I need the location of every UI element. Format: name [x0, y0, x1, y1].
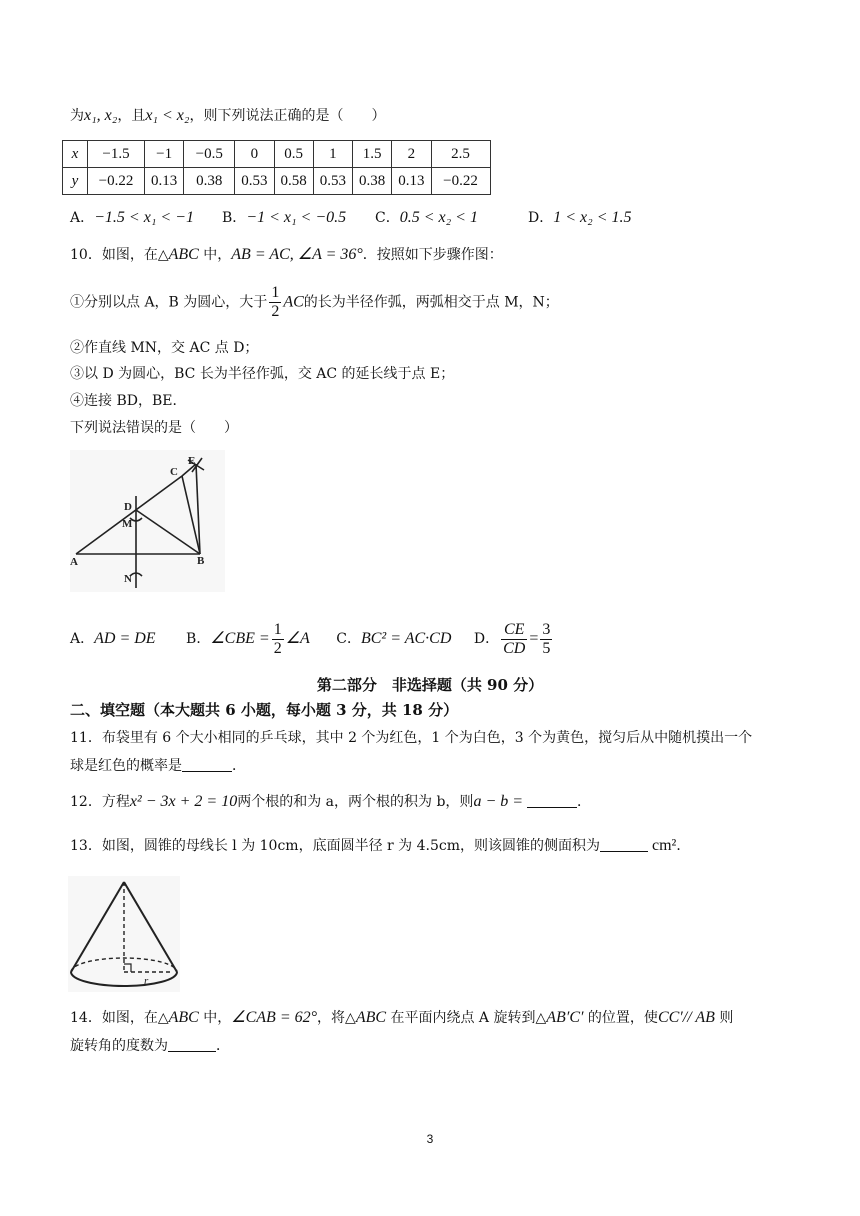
q14-angle: ∠CAB = 62°	[231, 1009, 318, 1026]
q9-option-c	[375, 207, 478, 227]
fraction	[269, 284, 281, 321]
table-row-y	[63, 168, 491, 195]
fraction-denominator: 5	[542, 639, 551, 657]
q11-line1: 11．布袋里有 6 个大小相同的乒乓球，其中 2 个为红色，1 个为白色，3 个为黄色，搅匀后从中随机摸出一个	[70, 730, 753, 746]
option-text: −1 < x₁ < −0.5	[246, 209, 347, 226]
q14-end: ．	[216, 1038, 230, 1054]
q10-stem-text-2: 中，	[198, 247, 232, 263]
q10-option-a-text: AD = DE	[94, 630, 156, 647]
q12-text: 12．方程	[70, 794, 130, 810]
q10-triangle: ABC	[168, 246, 199, 263]
label-m: M	[122, 518, 133, 530]
q12-expression: a − b =	[473, 793, 524, 810]
table-cell: 0	[235, 141, 274, 168]
q10-option-b-text-2: ∠A	[285, 630, 310, 647]
fraction	[501, 621, 527, 658]
q11-end: ．	[232, 758, 246, 774]
q14-text-2: 中，	[198, 1010, 232, 1026]
answer-blank[interactable]	[527, 793, 577, 808]
label-e: E	[188, 455, 196, 467]
q10-stem	[70, 245, 503, 265]
table-cell: 1	[313, 141, 352, 168]
fraction-denominator: 2	[271, 303, 280, 320]
q9-option-b	[222, 207, 346, 227]
q11-text: 球是红色的概率是	[70, 758, 182, 774]
option-text: −1.5 < x₁ < −1	[94, 209, 194, 226]
label-b: B	[197, 555, 205, 567]
table-cell: 2.5	[431, 141, 490, 168]
label-d: D	[124, 501, 132, 513]
option-letter: A．	[70, 210, 95, 226]
q14-text-4: 在平面内绕点 A 旋转到△	[386, 1010, 547, 1026]
table-cell: −0.5	[184, 141, 235, 168]
table-cell: 1.5	[353, 141, 392, 168]
table-cell: 0.5	[274, 141, 313, 168]
table-cell: −1.5	[88, 141, 145, 168]
answer-blank[interactable]	[182, 757, 232, 772]
q14-triangle: ABC	[168, 1009, 199, 1026]
q13-cone-figure	[68, 876, 180, 992]
q9-roots: x₁, x₂	[84, 107, 118, 124]
q10-ask: 下列说法错误的是（ ）	[70, 420, 238, 436]
fraction	[540, 621, 552, 658]
fraction	[272, 621, 284, 658]
answer-blank[interactable]	[168, 1037, 216, 1052]
q14-text-5: 的位置，使	[583, 1010, 658, 1026]
table-cell: 0.38	[184, 168, 235, 195]
table-cell: 0.53	[313, 168, 352, 195]
q14-triangle-3: AB′C′	[546, 1009, 584, 1026]
q10-stem-text: 10．如图，在△	[70, 247, 169, 263]
table-cell: −0.22	[431, 168, 490, 195]
option-letter: C．	[336, 631, 361, 647]
q12-equation: x² − 3x + 2 = 10	[129, 793, 238, 810]
page-number: 3	[426, 1132, 434, 1146]
q10-step3: ③以 D 为圆心，BC 长为半径作弧，交 AC 的延长线于点 E；	[70, 366, 455, 382]
option-letter: B．	[222, 210, 247, 226]
option-letter: B．	[186, 631, 211, 647]
segment-ac: AC	[283, 293, 304, 311]
q14-text-7: 旋转角的度数为	[70, 1038, 168, 1054]
table-row-x	[63, 141, 491, 168]
table-header-y: y	[63, 168, 88, 195]
q13-unit: cm²	[652, 837, 677, 854]
table-cell: −1	[145, 141, 184, 168]
table-cell: 0.53	[235, 168, 274, 195]
q9-option-a	[70, 207, 194, 227]
q10-figure	[70, 450, 225, 592]
q10-step2: ②作直线 MN，交 AC 点 D；	[70, 340, 259, 356]
fraction-numerator: 1	[271, 284, 280, 301]
q11-line2	[70, 756, 246, 776]
q13-line	[70, 836, 690, 856]
option-letter: D．	[528, 210, 554, 226]
table-cell: 0.38	[353, 168, 392, 195]
table-cell: 2	[392, 141, 431, 168]
fraction-numerator: 1	[273, 620, 282, 638]
q14-text-3: ，将△	[317, 1010, 356, 1026]
q9-option-d	[528, 207, 632, 227]
fraction-numerator: 3	[542, 620, 551, 638]
fraction-denominator: CD	[503, 639, 526, 657]
q10-step4: ④连接 BD，BE．	[70, 393, 187, 409]
q14-text: 14．如图，在△	[70, 1010, 169, 1026]
q9-condition: x₁ < x₂	[145, 107, 190, 124]
table-cell: −0.22	[88, 168, 145, 195]
q10-option-b-text: ∠CBE =	[210, 630, 270, 647]
option-letter: C．	[375, 210, 400, 226]
table-cell: 0.13	[145, 168, 184, 195]
option-text: 1 < x₂ < 1.5	[553, 209, 632, 226]
q10-step1	[70, 284, 559, 321]
q12-text-2: 两个根的和为 a，两个根的积为 b，则	[237, 794, 474, 810]
table-cell: 0.58	[274, 168, 313, 195]
q14-text-6: 则	[714, 1010, 734, 1026]
q10-condition: AB = AC, ∠A = 36°	[231, 246, 363, 263]
table-cell: 0.13	[392, 168, 431, 195]
label-c: C	[170, 466, 178, 478]
q10-options	[70, 620, 554, 658]
q9-intro	[70, 106, 385, 126]
option-letter: D．	[473, 631, 500, 647]
fraction-denominator: 2	[273, 639, 282, 657]
answer-blank[interactable]	[600, 837, 648, 852]
q14-triangle-2: ABC	[355, 1009, 387, 1026]
label-a: A	[70, 556, 78, 568]
q12-end: ．	[577, 794, 592, 810]
q10-option-c-text: BC² = AC·CD	[360, 630, 452, 647]
option-letter: A．	[70, 631, 95, 647]
q10-stem-text-3: ．按照如下步骤作图：	[362, 247, 503, 263]
q13-text: 13．如图，圆锥的母线长 l 为 10cm，底面圆半径 r 为 4.5cm，则该圆锥的侧面积为	[70, 838, 600, 854]
table-header-x: x	[63, 141, 88, 168]
q10-step1-text-2: 的长为半径作弧，两弧相交于点 M，N；	[303, 294, 559, 311]
section2-title: 二、填空题（本大题共 6 小题，每小题 3 分，共 18 分）	[70, 701, 459, 719]
q10-step1-text: ①分别以点 A，B 为圆心，大于	[70, 294, 268, 311]
q14-line2	[70, 1036, 230, 1056]
q14-line1	[70, 1008, 733, 1028]
q9-question: ，则下列说法正确的是（ ）	[189, 108, 386, 124]
q13-end: ．	[676, 838, 691, 854]
q9-value-table	[62, 140, 491, 195]
q14-parallel: CC′// AB	[657, 1009, 715, 1026]
equals-sign: =	[529, 630, 539, 647]
option-text: 0.5 < x₂ < 1	[399, 209, 478, 226]
q12-line	[70, 792, 591, 812]
part2-title: 第二部分 非选择题（共 90 分）	[316, 676, 544, 694]
q9-intro-text: 为	[70, 108, 84, 124]
q9-intro-text-2: ，且	[117, 108, 146, 124]
label-r: r	[144, 975, 149, 987]
label-n: N	[124, 573, 132, 585]
fraction-numerator: CE	[501, 621, 527, 640]
